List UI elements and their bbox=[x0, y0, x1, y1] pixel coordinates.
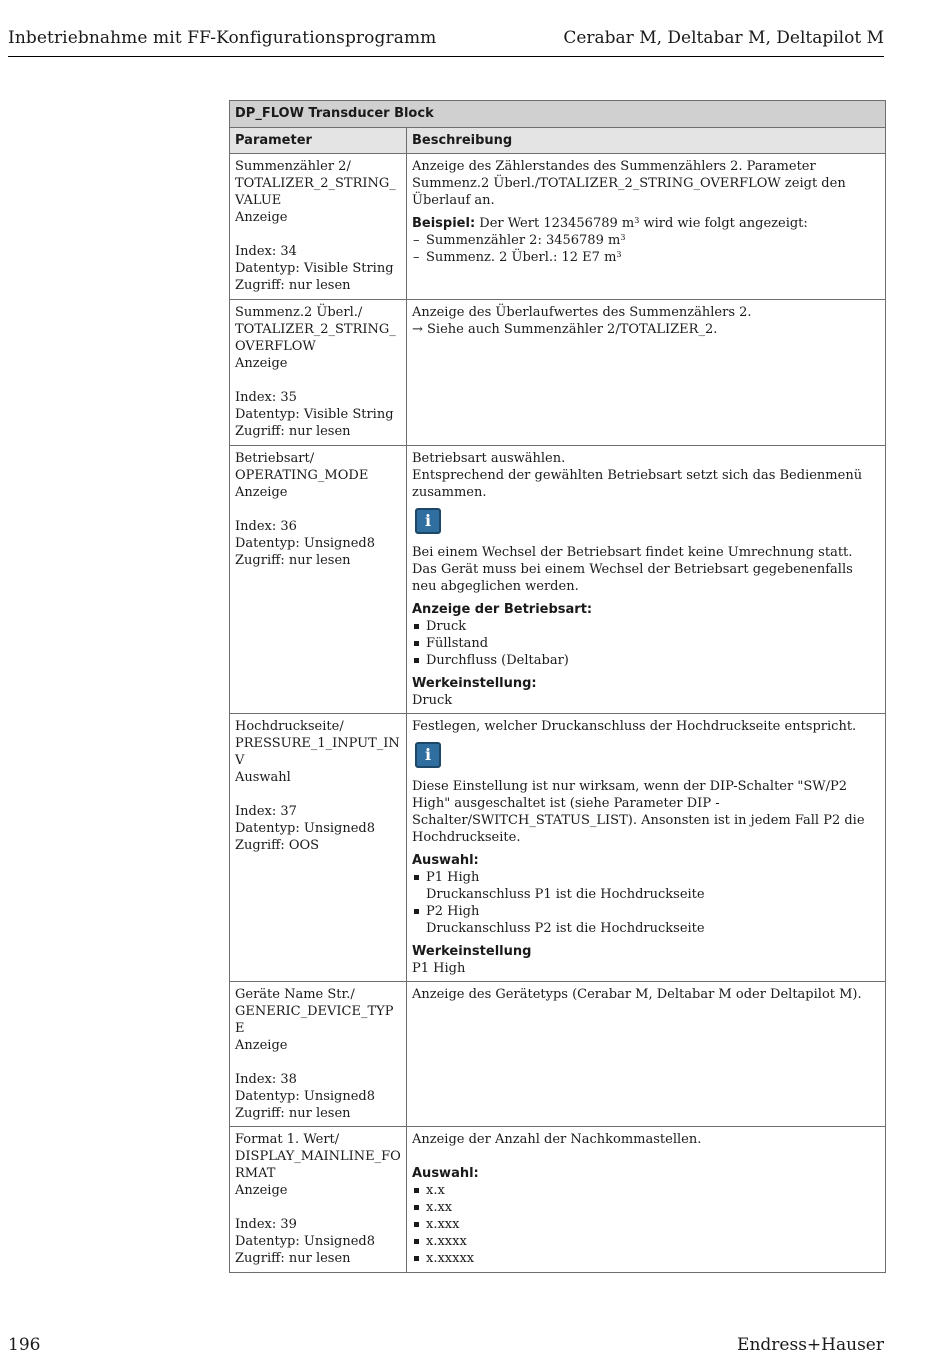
parameter-cell bbox=[230, 714, 407, 982]
parameter-datatype: Datentyp: Visible String bbox=[235, 261, 394, 276]
parameter-cell bbox=[230, 982, 407, 1127]
option-list bbox=[412, 1182, 880, 1267]
description-text: Anzeige der Anzahl der Nachkommastellen. bbox=[412, 1132, 702, 1147]
list-item: x.xxxxx bbox=[412, 1250, 880, 1267]
description-text: Festlegen, welcher Druckanschluss der Hochdruckseite entspricht. bbox=[412, 719, 857, 734]
description-text: Entsprechend der gewählten Betriebsart setzt sich das Bedienmenü zusammen. bbox=[412, 468, 863, 500]
parameter-index: Index: 35 bbox=[235, 390, 297, 405]
parameter-id: TOTALIZER_2_STRING_VALUE bbox=[235, 176, 396, 208]
list-item: – Summenz. 2 Überl.: 12 E7 $m^3$ bbox=[412, 249, 880, 266]
table-title: DP_FLOW Transducer Block bbox=[230, 101, 886, 128]
list-item: x.x bbox=[412, 1182, 880, 1199]
list-heading: Auswahl: bbox=[412, 1166, 479, 1181]
column-header-parameter: Parameter bbox=[230, 128, 407, 154]
parameter-name: Format 1. Wert/ bbox=[235, 1132, 340, 1147]
default-heading: Werkeinstellung bbox=[412, 944, 532, 959]
parameter-id: PRESSURE_1_INPUT_INV bbox=[235, 736, 400, 768]
list-heading: Anzeige der Betriebsart: bbox=[412, 602, 593, 617]
parameter-name: Betriebsart/ bbox=[235, 451, 315, 466]
note-text: Bei einem Wechsel der Betriebsart findet keine Umrechnung statt. Das Gerät muss bei einem Wechsel der Betriebsart gegebenenfalls neu abgeglichen werden. bbox=[412, 545, 853, 594]
parameter-index: Index: 34 bbox=[235, 244, 297, 259]
parameter-type: Anzeige bbox=[235, 485, 288, 500]
parameter-access: Zugriff: OOS bbox=[235, 838, 320, 853]
example-tail: wird wie folgt angezeigt: bbox=[643, 216, 808, 231]
description-text: Anzeige des Überlaufwertes des Summenzählers 2. bbox=[412, 305, 752, 320]
column-header-description: Beschreibung bbox=[407, 128, 886, 154]
parameter-id: DISPLAY_MAINLINE_FORMAT bbox=[235, 1149, 401, 1181]
parameter-name: Summenz.2 Überl./ bbox=[235, 305, 363, 320]
description-text: Betriebsart auswählen. bbox=[412, 451, 566, 466]
parameter-datatype: Datentyp: Unsigned8 bbox=[235, 1234, 376, 1249]
parameter-index: Index: 38 bbox=[235, 1072, 297, 1087]
table-row bbox=[230, 714, 886, 982]
parameter-type: Auswahl bbox=[235, 770, 291, 785]
list-item: Füllstand bbox=[412, 635, 880, 652]
default-value: P1 High bbox=[412, 961, 466, 976]
parameter-access: Zugriff: nur lesen bbox=[235, 424, 351, 439]
option-list bbox=[412, 869, 880, 937]
parameter-access: Zugriff: nur lesen bbox=[235, 1106, 351, 1121]
parameter-id: GENERIC_DEVICE_TYPE bbox=[235, 1004, 394, 1036]
parameter-cell bbox=[230, 446, 407, 714]
description-cell bbox=[407, 300, 886, 446]
list-item: P2 High Druckanschluss P2 ist die Hochdruckseite bbox=[412, 903, 880, 937]
table-row bbox=[230, 446, 886, 714]
header-section-title: Inbetriebnahme mit FF-Konfigurationsprogramm bbox=[8, 28, 437, 48]
parameter-name: Summenzähler 2/ bbox=[235, 159, 351, 174]
example-line bbox=[412, 215, 880, 232]
description-cell bbox=[407, 446, 886, 714]
parameter-datatype: Datentyp: Visible String bbox=[235, 407, 394, 422]
list-item: x.xxxx bbox=[412, 1233, 880, 1250]
parameter-type: Anzeige bbox=[235, 210, 288, 225]
list-item: Druck bbox=[412, 618, 880, 635]
example-list bbox=[412, 232, 880, 266]
parameter-datatype: Datentyp: Unsigned8 bbox=[235, 1089, 376, 1104]
description-cell bbox=[407, 982, 886, 1127]
see-also-link-text: → Siehe auch Summenzähler 2/TOTALIZER_2. bbox=[412, 322, 718, 337]
info-icon: i bbox=[415, 508, 441, 534]
brand-name: Endress+Hauser bbox=[737, 1335, 884, 1355]
list-item: Durchfluss (Deltabar) bbox=[412, 652, 880, 669]
superscript: 3 bbox=[634, 216, 640, 225]
parameter-datatype: Datentyp: Unsigned8 bbox=[235, 536, 376, 551]
list-heading: Auswahl: bbox=[412, 853, 479, 868]
option-list bbox=[412, 618, 880, 669]
table-row bbox=[230, 154, 886, 300]
parameter-type: Anzeige bbox=[235, 356, 288, 371]
parameter-type: Anzeige bbox=[235, 1183, 288, 1198]
info-icon: i bbox=[415, 742, 441, 768]
transducer-block-table bbox=[229, 100, 886, 1273]
default-value: Druck bbox=[412, 693, 453, 708]
example-label: Beispiel: bbox=[412, 216, 476, 231]
parameter-cell bbox=[230, 154, 407, 300]
example-text: Der Wert 123456789 m bbox=[479, 216, 635, 231]
table-row bbox=[230, 982, 886, 1127]
list-item: x.xxx bbox=[412, 1216, 880, 1233]
parameter-id: TOTALIZER_2_STRING_OVERFLOW bbox=[235, 322, 396, 354]
parameter-type: Anzeige bbox=[235, 1038, 288, 1053]
parameter-access: Zugriff: nur lesen bbox=[235, 1251, 351, 1266]
parameter-access: Zugriff: nur lesen bbox=[235, 553, 351, 568]
description-cell bbox=[407, 154, 886, 300]
parameter-name: Geräte Name Str./ bbox=[235, 987, 355, 1002]
list-item: x.xx bbox=[412, 1199, 880, 1216]
note-text: Diese Einstellung ist nur wirksam, wenn der DIP-Schalter "SW/P2 High" ausgeschaltet ist (siehe Parameter DIP - Schalter/SWITCH_STATUS_LIST). Ansonsten ist in jedem Fall P2 die Hochdruckseite. bbox=[412, 779, 865, 845]
description-text: Anzeige des Zählerstandes des Summenzählers 2. Parameter Summenz.2 Überl./TOTALIZER_2_STRING_OVERFLOW zeigt den Überlauf an. bbox=[412, 159, 846, 208]
parameter-id: OPERATING_MODE bbox=[235, 468, 369, 483]
parameter-name: Hochdruckseite/ bbox=[235, 719, 344, 734]
list-item: P1 High Druckanschluss P1 ist die Hochdruckseite bbox=[412, 869, 880, 903]
page-number: 196 bbox=[8, 1335, 41, 1355]
parameter-index: Index: 37 bbox=[235, 804, 297, 819]
parameter-access: Zugriff: nur lesen bbox=[235, 278, 351, 293]
parameter-cell bbox=[230, 300, 407, 446]
list-item: – Summenzähler 2: 3456789 $m^3$ bbox=[412, 232, 880, 249]
table-row bbox=[230, 1127, 886, 1273]
table-row bbox=[230, 300, 886, 446]
parameter-index: Index: 39 bbox=[235, 1217, 297, 1232]
header-product-names: Cerabar M, Deltabar M, Deltapilot M bbox=[563, 28, 884, 48]
parameter-index: Index: 36 bbox=[235, 519, 297, 534]
description-text: Anzeige des Gerätetyps (Cerabar M, Deltabar M oder Deltapilot M). bbox=[412, 987, 862, 1002]
default-heading: Werkeinstellung: bbox=[412, 676, 537, 691]
description-cell bbox=[407, 1127, 886, 1273]
parameter-cell bbox=[230, 1127, 407, 1273]
description-cell bbox=[407, 714, 886, 982]
parameter-datatype: Datentyp: Unsigned8 bbox=[235, 821, 376, 836]
header-divider bbox=[8, 56, 884, 57]
